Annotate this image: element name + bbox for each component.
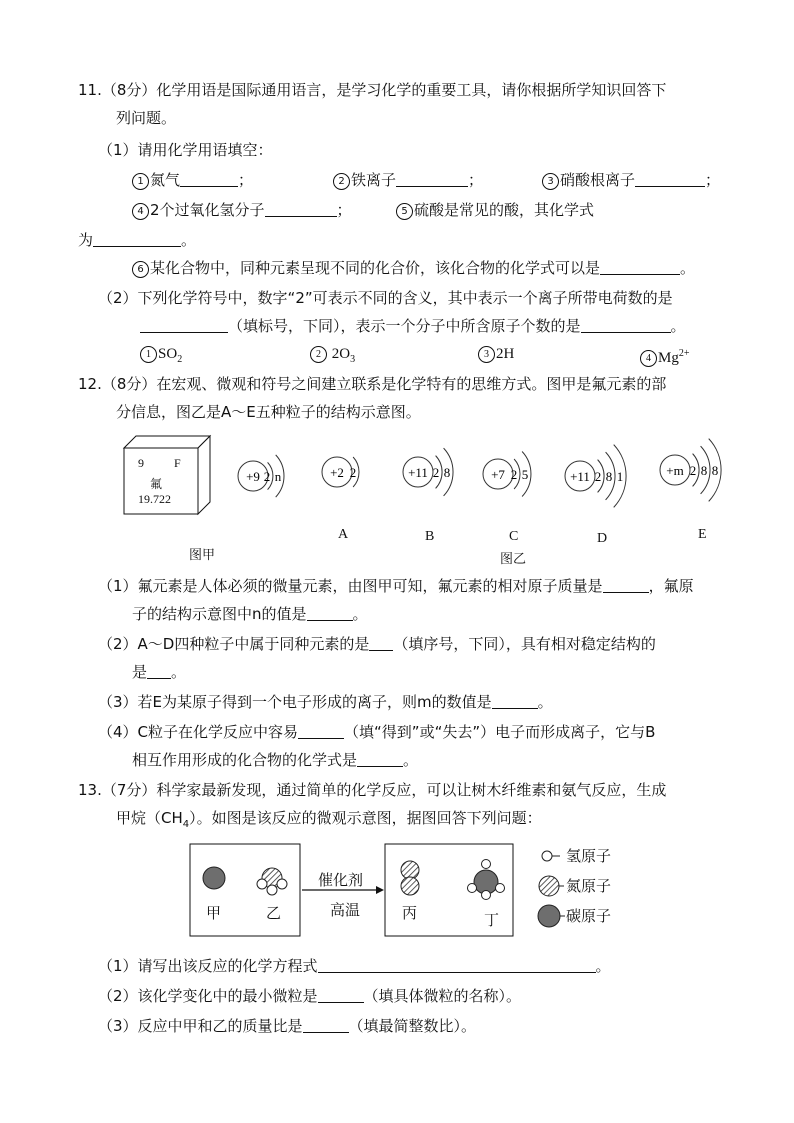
q11-item5: 5 硫酸是常见的酸，其化学式 <box>396 200 594 220</box>
answer-blank[interactable] <box>603 578 649 593</box>
atom-diagram <box>322 457 359 487</box>
q11-item3: 3 硝酸根离子 ； <box>542 170 720 190</box>
q12-sub2-line1: （2）A～D四种粒子中属于同种元素的是 （填序号，下同），具有相对稳定结构的 <box>98 635 656 653</box>
answer-blank[interactable] <box>140 318 228 333</box>
answer-blank[interactable] <box>369 636 393 651</box>
answer-blank[interactable] <box>307 606 353 621</box>
electron-count: 1 <box>616 469 624 484</box>
q11-item1: 1 氮气 ； <box>132 170 253 190</box>
element-symbol: F <box>174 456 181 470</box>
answer-blank[interactable] <box>303 1018 349 1033</box>
answer-blank[interactable] <box>318 958 596 973</box>
electron-count: 2 <box>263 469 271 484</box>
answer-blank[interactable] <box>600 260 680 275</box>
legend-carbon: 碳原子 <box>566 907 612 925</box>
q11-part2-line2: （填标号，下同），表示一个分子中所含原子个数的是 。 <box>140 316 686 336</box>
q11-stem-line2: 列问题。 <box>116 109 177 127</box>
q12-sub3: （3）若E为某原子得到一个电子形成的离子，则m的数值是 。 <box>98 693 553 711</box>
q11-item5-cont: 为 。 <box>78 231 197 249</box>
nucleus-charge: +11 <box>570 469 590 484</box>
q12-sub1-line1: （1）氟元素是人体必须的微量元素，由图甲可知，氟元素的相对原子质量是 ，氟原 <box>98 577 694 595</box>
q12-sub2-line2: 是 。 <box>132 663 187 681</box>
answer-blank[interactable] <box>265 202 337 217</box>
q11-item4: 4 2个过氧化氢分子 ； <box>132 200 352 220</box>
q12-sub4-line1: （4）C粒子在化学反应中容易 （填“得到”或“失去”）电子而形成离子，它与B <box>98 723 656 741</box>
nucleus-charge: +7 <box>491 467 505 482</box>
atom-structure-diagrams <box>0 420 794 530</box>
electron-count: 8 <box>711 463 719 478</box>
electron-count: 2 <box>689 463 697 478</box>
atom-label-c: C <box>509 529 519 544</box>
atom-diagram <box>483 452 531 497</box>
answer-blank[interactable] <box>581 318 671 333</box>
atom-label-a: A <box>338 527 349 542</box>
answer-blank[interactable] <box>318 988 364 1003</box>
label-jia: 甲 <box>206 904 222 922</box>
answer-blank[interactable] <box>357 752 403 767</box>
atom-diagram <box>238 455 284 497</box>
electron-count: 2 <box>349 465 357 480</box>
electron-count: n <box>274 469 282 484</box>
nucleus-charge: +9 <box>246 469 260 484</box>
atom-label-e: E <box>698 527 707 542</box>
q13-sub3: （3）反应中甲和乙的质量比是 （填最简整数比）。 <box>98 1017 477 1035</box>
atom-diagram <box>565 445 626 508</box>
q11-option1: 1 $SO_2$ <box>140 344 182 370</box>
q11-option2: 2 $2O_3$ <box>310 344 355 370</box>
element-name: 氟 <box>150 477 163 491</box>
legend-hydrogen: 氢原子 <box>566 847 612 865</box>
condition-label: 高温 <box>330 901 361 919</box>
answer-blank[interactable] <box>492 694 538 709</box>
electron-count: 2 <box>594 469 602 484</box>
q12-sub4-line2: 相互作用形成的化合物的化学式是 。 <box>132 751 419 769</box>
nucleus-charge: +m <box>666 463 684 478</box>
q11-option3: 3 2H <box>478 344 514 364</box>
q12-stem-line2: 分信息，图乙是A～E五种粒子的结构示意图。 <box>116 403 421 421</box>
q11-part1: （1）请用化学用语填空： <box>98 141 273 159</box>
answer-blank[interactable] <box>635 172 705 187</box>
q12-sub1-line2: 子的结构示意图中n的值是 。 <box>132 605 368 623</box>
answer-blank[interactable] <box>396 172 468 187</box>
answer-blank[interactable] <box>147 664 171 679</box>
q11-stem-line1: 11.（8分）化学用语是国际通用语言，是学习化学的重要工具，请你根据所学知识回答下 <box>78 81 667 99</box>
q11-item6: 6 某化合物中，同种元素呈现不同的化合价，该化合物的化学式可以是 。 <box>132 258 695 278</box>
q11-option4: 4 $Mg^{2+}$ <box>640 344 689 368</box>
legend-nitrogen: 氮原子 <box>566 877 612 895</box>
q13-sub2: （2）该化学变化中的最小微粒是 （填具体微粒的名称）。 <box>98 987 522 1005</box>
electron-count: 5 <box>521 467 529 482</box>
label-ding: 丁 <box>484 911 500 929</box>
reaction-microscopic-diagram <box>188 842 628 942</box>
atom-diagram <box>403 448 453 496</box>
answer-blank[interactable] <box>298 724 344 739</box>
figure-yi-caption: 图乙 <box>500 552 527 567</box>
atom-diagram <box>660 439 721 502</box>
catalyst-label: 催化剂 <box>318 871 364 889</box>
label-yi: 乙 <box>266 904 282 922</box>
atom-label-d: D <box>597 531 608 546</box>
electron-count: 8 <box>700 463 708 478</box>
element-mass: 19.722 <box>138 492 171 506</box>
electron-count: 2 <box>432 465 440 480</box>
answer-blank[interactable] <box>93 232 181 247</box>
electron-count: 8 <box>443 465 451 480</box>
answer-blank[interactable] <box>180 172 238 187</box>
nucleus-charge: +11 <box>408 465 428 480</box>
q12-stem-line1: 12.（8分）在宏观、微观和符号之间建立联系是化学特有的思维方式。图甲是氟元素的部 <box>78 375 667 393</box>
label-bing: 丙 <box>402 904 418 922</box>
atom-label-b: B <box>425 529 435 544</box>
electron-count: 2 <box>510 467 518 482</box>
nucleus-charge: +2 <box>330 465 344 480</box>
q11-part2-line1: （2）下列化学符号中，数字“2”可表示不同的含义，其中表示一个离子所带电荷数的是 <box>98 289 673 307</box>
q13-sub1: （1）请写出该反应的化学方程式 。 <box>98 957 611 975</box>
figure-jia-caption: 图甲 <box>189 548 216 563</box>
electron-count: 8 <box>605 469 613 484</box>
q13-stem-line1: 13.（7分）科学家最新发现，通过简单的化学反应，可以让树木纤维素和氨气反应，生成 <box>78 781 667 799</box>
element-number: 9 <box>138 456 144 470</box>
q13-stem-line2: 甲烷$(CH_4)$。如图是该反应的微观示意图，据图回答下列问题： <box>116 809 542 830</box>
q11-item2: 2 铁离子 ； <box>333 170 483 190</box>
